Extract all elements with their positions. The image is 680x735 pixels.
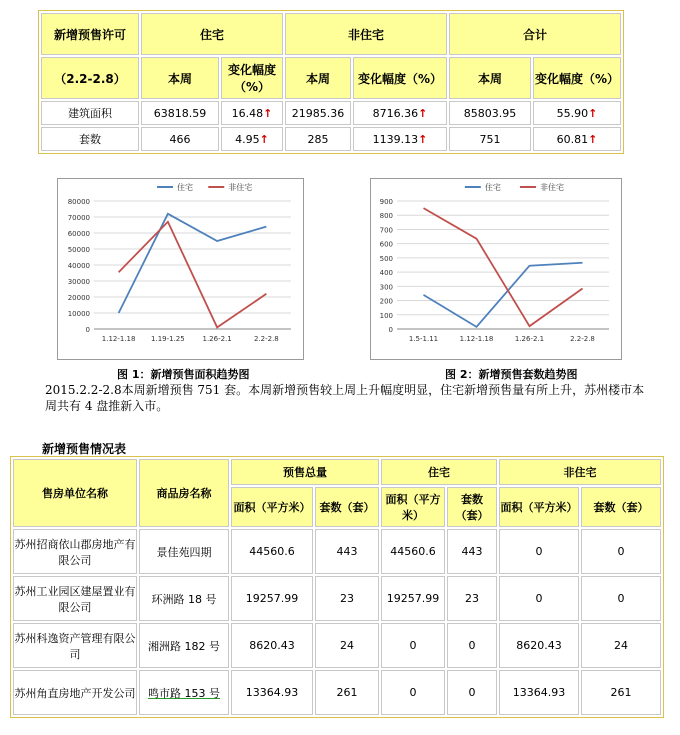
h-area: 面积（平方米） <box>381 487 445 527</box>
x-tick-label: 2.2-2.8 <box>253 335 279 343</box>
table-row <box>13 529 661 574</box>
project: 湘洲路 182 号 <box>139 623 229 668</box>
x-tick-label: 1.26-2.1 <box>202 335 232 343</box>
period-label: （2.2-2.8） <box>41 57 139 99</box>
total-units: 443 <box>315 529 379 574</box>
cell-value: 466 <box>141 127 219 151</box>
h-residential: 住宅 <box>381 459 497 485</box>
company: 苏州招商依山郡房地产有限公司 <box>13 529 137 574</box>
row-label: 建筑面积 <box>41 101 139 125</box>
cell-change <box>353 101 447 125</box>
change-value: 55.90 <box>556 106 589 120</box>
permit-header: 新增预售许可 <box>41 13 139 55</box>
row-label: 套数 <box>41 127 139 151</box>
up-arrow-icon: ↑ <box>418 106 428 120</box>
chart2-caption: 图 2：新增预售套数趋势图 <box>445 368 578 381</box>
cell-value: 63818.59 <box>141 101 219 125</box>
cell-change <box>221 101 283 125</box>
x-tick-label: 1.26-2.1 <box>514 335 545 343</box>
h-units: 套数（套） <box>581 487 661 527</box>
y-tick-label: 500 <box>379 254 393 263</box>
nonres-area: 0 <box>499 529 579 574</box>
table-row <box>41 101 621 125</box>
project <box>139 670 229 715</box>
table-row <box>41 127 621 151</box>
up-arrow-icon: ↑ <box>259 132 269 146</box>
up-arrow-icon: ↑ <box>263 106 273 120</box>
up-arrow-icon: ↑ <box>588 132 598 146</box>
total-area: 19257.99 <box>231 576 313 621</box>
y-tick-label: 70000 <box>67 214 90 222</box>
project: 景佳苑四期 <box>139 529 229 574</box>
total-units: 23 <box>315 576 379 621</box>
total-units: 261 <box>315 670 379 715</box>
table-row <box>13 623 661 668</box>
y-tick-label: 40000 <box>67 262 90 270</box>
table-row <box>13 576 661 621</box>
units-trend-chart-svg <box>371 179 621 359</box>
company: 苏州工业园区建屋置业有限公司 <box>13 576 137 621</box>
chart1-caption: 图 1：新增预售面积趋势图 <box>117 368 250 381</box>
nonres-units: 261 <box>581 670 661 715</box>
res-units: 443 <box>447 529 497 574</box>
legend-label: 非住宅 <box>228 183 253 192</box>
y-tick-label: 0 <box>85 326 90 334</box>
change-value: 60.81 <box>556 132 589 146</box>
total-area: 13364.93 <box>231 670 313 715</box>
project: 环洲路 18 号 <box>139 576 229 621</box>
res-units: 0 <box>447 670 497 715</box>
change-value: 8716.36 <box>372 106 419 120</box>
cell-change <box>353 127 447 151</box>
units-trend-chart <box>370 178 622 360</box>
h-units: 套数（套） <box>315 487 379 527</box>
group-nonresidential: 非住宅 <box>285 13 447 55</box>
y-tick-label: 100 <box>379 311 393 320</box>
nonres-area: 8620.43 <box>499 623 579 668</box>
h-total: 预售总量 <box>231 459 379 485</box>
x-tick-label: 1.5-1.11 <box>408 335 439 343</box>
change-value: 1139.13 <box>372 132 419 146</box>
y-tick-label: 0 <box>388 326 393 334</box>
group-total: 合计 <box>449 13 621 55</box>
y-tick-label: 400 <box>379 269 393 278</box>
cell-value: 285 <box>285 127 351 151</box>
h-area: 面积（平方米） <box>231 487 313 527</box>
res-units: 23 <box>447 576 497 621</box>
table-row <box>13 670 661 715</box>
project-name: 鸣市路 153 号 <box>148 686 220 700</box>
h-project: 商品房名称 <box>139 459 229 527</box>
h-nonresidential: 非住宅 <box>499 459 661 485</box>
up-arrow-icon: ↑ <box>418 132 428 146</box>
x-tick-label: 1.12-1.18 <box>459 335 494 343</box>
res-area: 44560.6 <box>381 529 445 574</box>
y-tick-label: 60000 <box>67 230 90 238</box>
y-tick-label: 80000 <box>67 198 90 206</box>
y-tick-label: 600 <box>379 240 393 249</box>
change-value: 16.48 <box>231 106 264 120</box>
nonres-area: 0 <box>499 576 579 621</box>
x-tick-label: 1.19-1.25 <box>151 335 185 343</box>
total-area: 44560.6 <box>231 529 313 574</box>
y-tick-label: 800 <box>379 212 393 221</box>
total-area: 8620.43 <box>231 623 313 668</box>
res-area: 0 <box>381 623 445 668</box>
cell-change <box>533 127 621 151</box>
group-residential: 住宅 <box>141 13 283 55</box>
h-units: 套数（套） <box>447 487 497 527</box>
total-units: 24 <box>315 623 379 668</box>
up-arrow-icon: ↑ <box>588 106 598 120</box>
section-title: 新增预售情况表 <box>42 442 127 456</box>
y-tick-label: 30000 <box>67 278 90 286</box>
res-area: 19257.99 <box>381 576 445 621</box>
nonres-units: 0 <box>581 576 661 621</box>
x-tick-label: 1.12-1.18 <box>101 335 136 343</box>
y-tick-label: 10000 <box>67 310 90 318</box>
col-this-week: 本周 <box>449 57 531 99</box>
area-trend-chart <box>57 178 304 360</box>
y-tick-label: 900 <box>379 198 393 206</box>
y-tick-label: 700 <box>379 226 393 235</box>
x-tick-label: 2.2-2.8 <box>570 335 595 343</box>
cell-value: 85803.95 <box>449 101 531 125</box>
legend-label: 非住宅 <box>539 183 564 192</box>
res-units: 0 <box>447 623 497 668</box>
col-change: 变化幅度（%） <box>533 57 621 99</box>
company: 苏州科逸资产管理有限公司 <box>13 623 137 668</box>
presale-permit-table <box>38 10 624 154</box>
legend-label: 住宅 <box>484 183 501 192</box>
series-line-nonresidential <box>119 222 267 328</box>
y-tick-label: 50000 <box>67 246 90 254</box>
y-tick-label: 20000 <box>67 294 90 302</box>
y-tick-label: 200 <box>379 297 393 306</box>
legend-label: 住宅 <box>177 183 194 192</box>
cell-value: 751 <box>449 127 531 151</box>
h-area: 面积（平方米） <box>499 487 579 527</box>
nonres-units: 0 <box>581 529 661 574</box>
nonres-units: 24 <box>581 623 661 668</box>
col-change: 变化幅度（%） <box>353 57 447 99</box>
col-change: 变化幅度（%） <box>221 57 283 99</box>
summary-paragraph: 2015.2.2-2.8本周新增预售 751 套。本周新增预售较上周上升幅度明显，住宅新增预售量有所上升，苏州楼市本周共有 4 盘推新入市。 <box>45 383 645 413</box>
company: 苏州角直房地产开发公司 <box>13 670 137 715</box>
cell-change <box>533 101 621 125</box>
y-tick-label: 300 <box>379 283 393 292</box>
presale-detail-table <box>10 456 664 718</box>
res-area: 0 <box>381 670 445 715</box>
series-line-residential <box>119 214 267 313</box>
cell-value: 21985.36 <box>285 101 351 125</box>
col-this-week: 本周 <box>141 57 219 99</box>
nonres-area: 13364.93 <box>499 670 579 715</box>
col-this-week: 本周 <box>285 57 351 99</box>
cell-change <box>221 127 283 151</box>
change-value: 4.95 <box>235 132 260 146</box>
area-trend-chart-svg <box>58 179 303 359</box>
h-company: 售房单位名称 <box>13 459 137 527</box>
